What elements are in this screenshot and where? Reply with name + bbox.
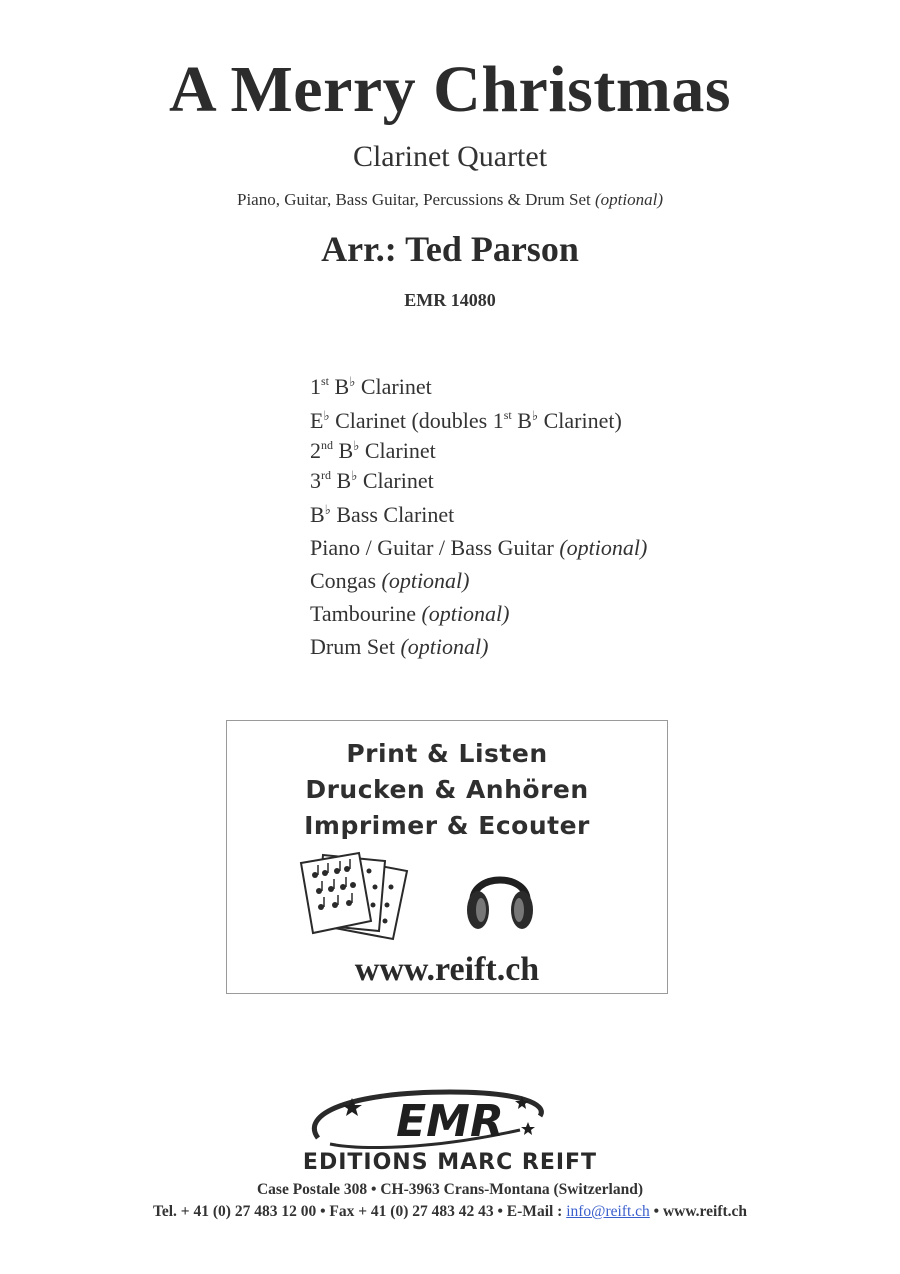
logo-text: EMR <box>396 1096 504 1147</box>
email-link[interactable]: info@reift.ch <box>566 1203 650 1220</box>
catalog-number: EMR 14080 <box>404 290 496 310</box>
page-subtitle: Clarinet Quartet <box>352 140 548 173</box>
contact-website[interactable]: • www.reift.ch <box>653 1203 748 1220</box>
instrumentation-text: Piano, Guitar, Bass Guitar, Percussions & Drum Set <box>237 190 591 209</box>
publisher-address: Case Postale 308 • CH-3963 Crans-Montana (Switzerland) <box>256 1181 643 1198</box>
list-item: Tambourine (optional) <box>310 601 510 626</box>
print-listen-box <box>226 720 668 994</box>
sheet-music-icon <box>299 851 411 941</box>
promo-line-de: Drucken & Anhören <box>305 775 589 804</box>
publisher-contact <box>0 1203 900 1221</box>
list-item: 2nd B♭ Clarinet <box>310 438 436 463</box>
list-item: 3rd B♭ Clarinet <box>310 468 434 493</box>
headphones-icon <box>465 858 535 936</box>
arranger: Arr.: Ted Parson <box>321 229 579 269</box>
list-item: Congas (optional) <box>310 568 470 593</box>
publisher-name: EDITIONS MARC REIFT <box>302 1150 598 1175</box>
list-item: 1st B♭ Clarinet <box>310 374 432 399</box>
page-title: A Merry Christmas <box>168 53 732 126</box>
contact-phone-fax: Tel. + 41 (0) 27 483 12 00 • Fax + 41 (0) 27 483 42 43 • E-Mail : <box>152 1203 563 1220</box>
promo-line-en: Print & Listen <box>346 739 548 768</box>
promo-line-fr: Imprimer & Ecouter <box>304 811 590 840</box>
instrumentation-note <box>0 190 900 210</box>
list-item: Drum Set (optional) <box>310 634 489 659</box>
list-item: B♭ Bass Clarinet <box>310 502 455 527</box>
list-item: E♭ Clarinet (doubles 1st B♭ Clarinet) <box>310 408 622 433</box>
list-item: Piano / Guitar / Bass Guitar (optional) <box>310 535 648 560</box>
promo-website[interactable]: www.reift.ch <box>354 951 540 988</box>
emr-logo <box>290 1086 610 1156</box>
instrumentation-optional: (optional) <box>594 190 663 209</box>
